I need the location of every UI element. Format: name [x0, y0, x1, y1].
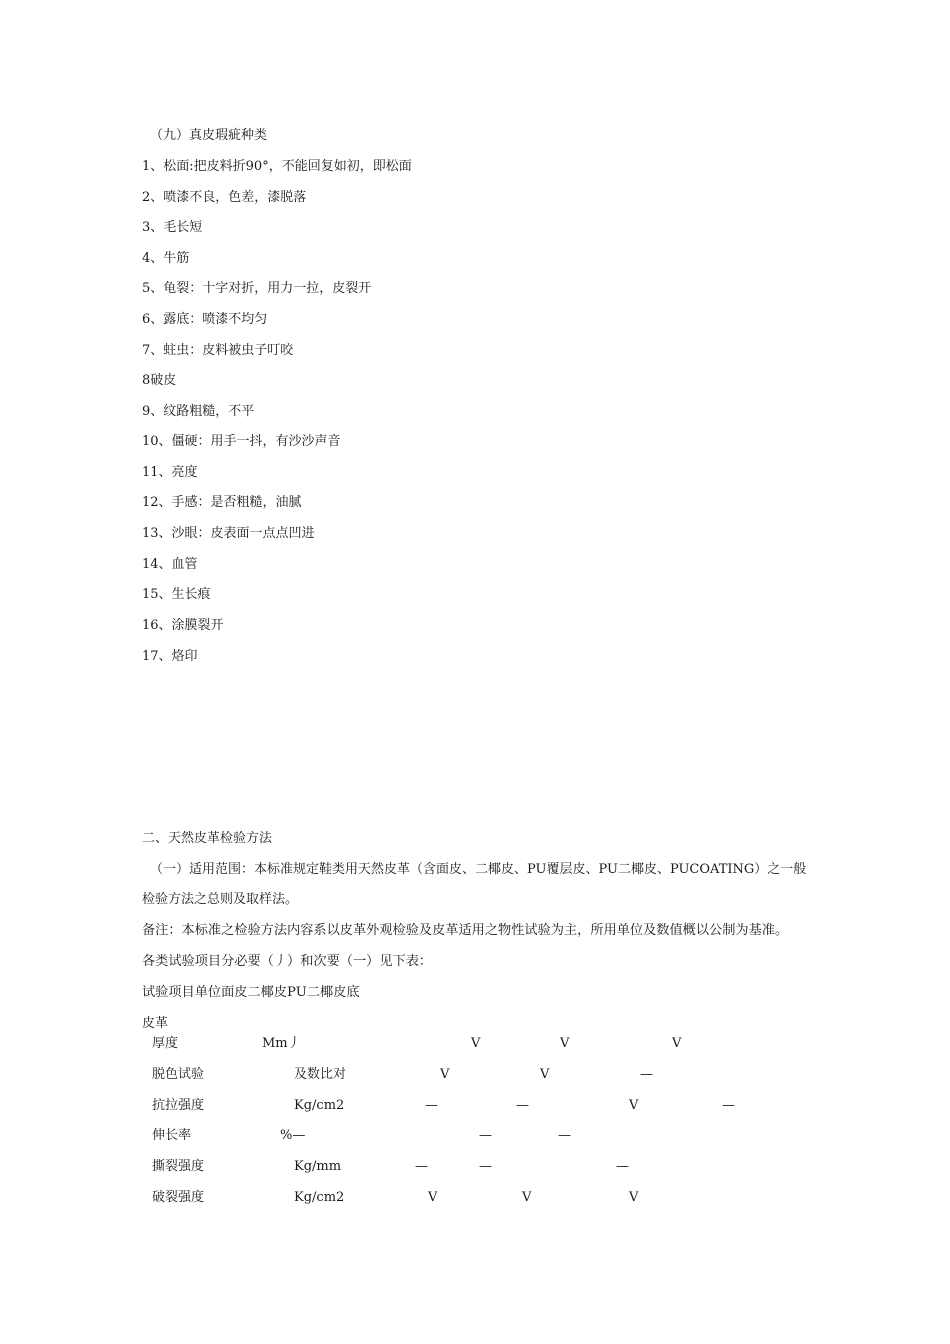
- row-cell: V: [560, 1036, 570, 1051]
- section-heading: 二、天然皮革检验方法: [142, 831, 273, 846]
- list-item: 14、血管: [142, 557, 198, 572]
- paragraph: （一）适用范围：本标准规定鞋类用天然皮革（含面皮、二椰皮、PU覆层皮、PU二椰皮、PUCOATING）之一般: [150, 862, 807, 877]
- row-unit: Mm丿: [262, 1036, 301, 1051]
- row-unit: Kg/cm2: [294, 1190, 345, 1205]
- list-item: 12、手感：是否粗糙，油腻: [142, 495, 302, 510]
- row-cell: —: [640, 1067, 653, 1082]
- row-cell: V: [629, 1190, 639, 1205]
- row-cell: —: [479, 1128, 492, 1143]
- row-cell: V: [440, 1067, 450, 1082]
- list-item: 8破皮: [142, 373, 177, 388]
- list-item: 2、喷漆不良，色差，漆脱落: [142, 190, 307, 205]
- list-item: 5、龟裂：十字对折，用力一拉，皮裂开: [142, 281, 372, 296]
- row-cell: —: [722, 1098, 735, 1113]
- row-unit: Kg/cm2: [294, 1098, 345, 1113]
- list-item: 17、烙印: [142, 649, 198, 664]
- list-item: 11、亮度: [142, 465, 198, 480]
- row-cell: —: [516, 1098, 529, 1113]
- row-cell: V: [672, 1036, 682, 1051]
- paragraph: 备注：本标准之检验方法内容系以皮革外观检验及皮革适用之物性试验为主，所用单位及数值概以公制为基准。: [142, 923, 789, 938]
- row-cell: V: [522, 1190, 532, 1205]
- table-category: 皮革: [142, 1016, 169, 1031]
- row-cell: —: [479, 1159, 492, 1174]
- table-header: 试验项目单位面皮二椰皮PU二椰皮底: [142, 985, 360, 1000]
- list-item: 13、沙眼：皮表面一点点凹进: [142, 526, 315, 541]
- list-item: 6、露底：喷漆不均匀: [142, 312, 268, 327]
- list-item: 1、松面:把皮料折90°，不能回复如初，即松面: [142, 159, 412, 174]
- row-name: 厚度: [152, 1036, 179, 1051]
- row-cell: V: [540, 1067, 550, 1082]
- section-heading: （九）真皮瑕疵种类: [150, 128, 268, 143]
- list-item: 15、生长痕: [142, 587, 211, 602]
- paragraph: 各类试验项目分必要（丿）和次要（一）见下表：: [142, 954, 433, 969]
- list-item: 7、蛀虫：皮料被虫子叮咬: [142, 343, 294, 358]
- list-item: 16、涂膜裂开: [142, 618, 224, 633]
- list-item: 10、僵硬：用手一抖，有沙沙声音: [142, 434, 341, 449]
- row-unit: %—: [280, 1128, 306, 1143]
- list-item: 9、纹路粗糙，不平: [142, 404, 255, 419]
- list-item: 3、毛长短: [142, 220, 203, 235]
- row-unit: 及数比对: [294, 1067, 347, 1082]
- paragraph: 检验方法之总则及取样法。: [142, 892, 299, 907]
- list-item: 4、牛筋: [142, 251, 190, 266]
- row-cell: —: [616, 1159, 629, 1174]
- row-name: 抗拉强度: [152, 1098, 205, 1113]
- row-cell: V: [428, 1190, 438, 1205]
- row-cell: V: [471, 1036, 481, 1051]
- row-cell: —: [415, 1159, 428, 1174]
- row-name: 脱色试验: [152, 1067, 205, 1082]
- row-cell: —: [425, 1098, 438, 1113]
- row-name: 破裂强度: [152, 1190, 205, 1205]
- row-name: 伸长率: [152, 1128, 192, 1143]
- row-unit: Kg/mm: [294, 1159, 342, 1174]
- row-cell: —: [558, 1128, 571, 1143]
- row-name: 撕裂强度: [152, 1159, 205, 1174]
- row-cell: V: [629, 1098, 639, 1113]
